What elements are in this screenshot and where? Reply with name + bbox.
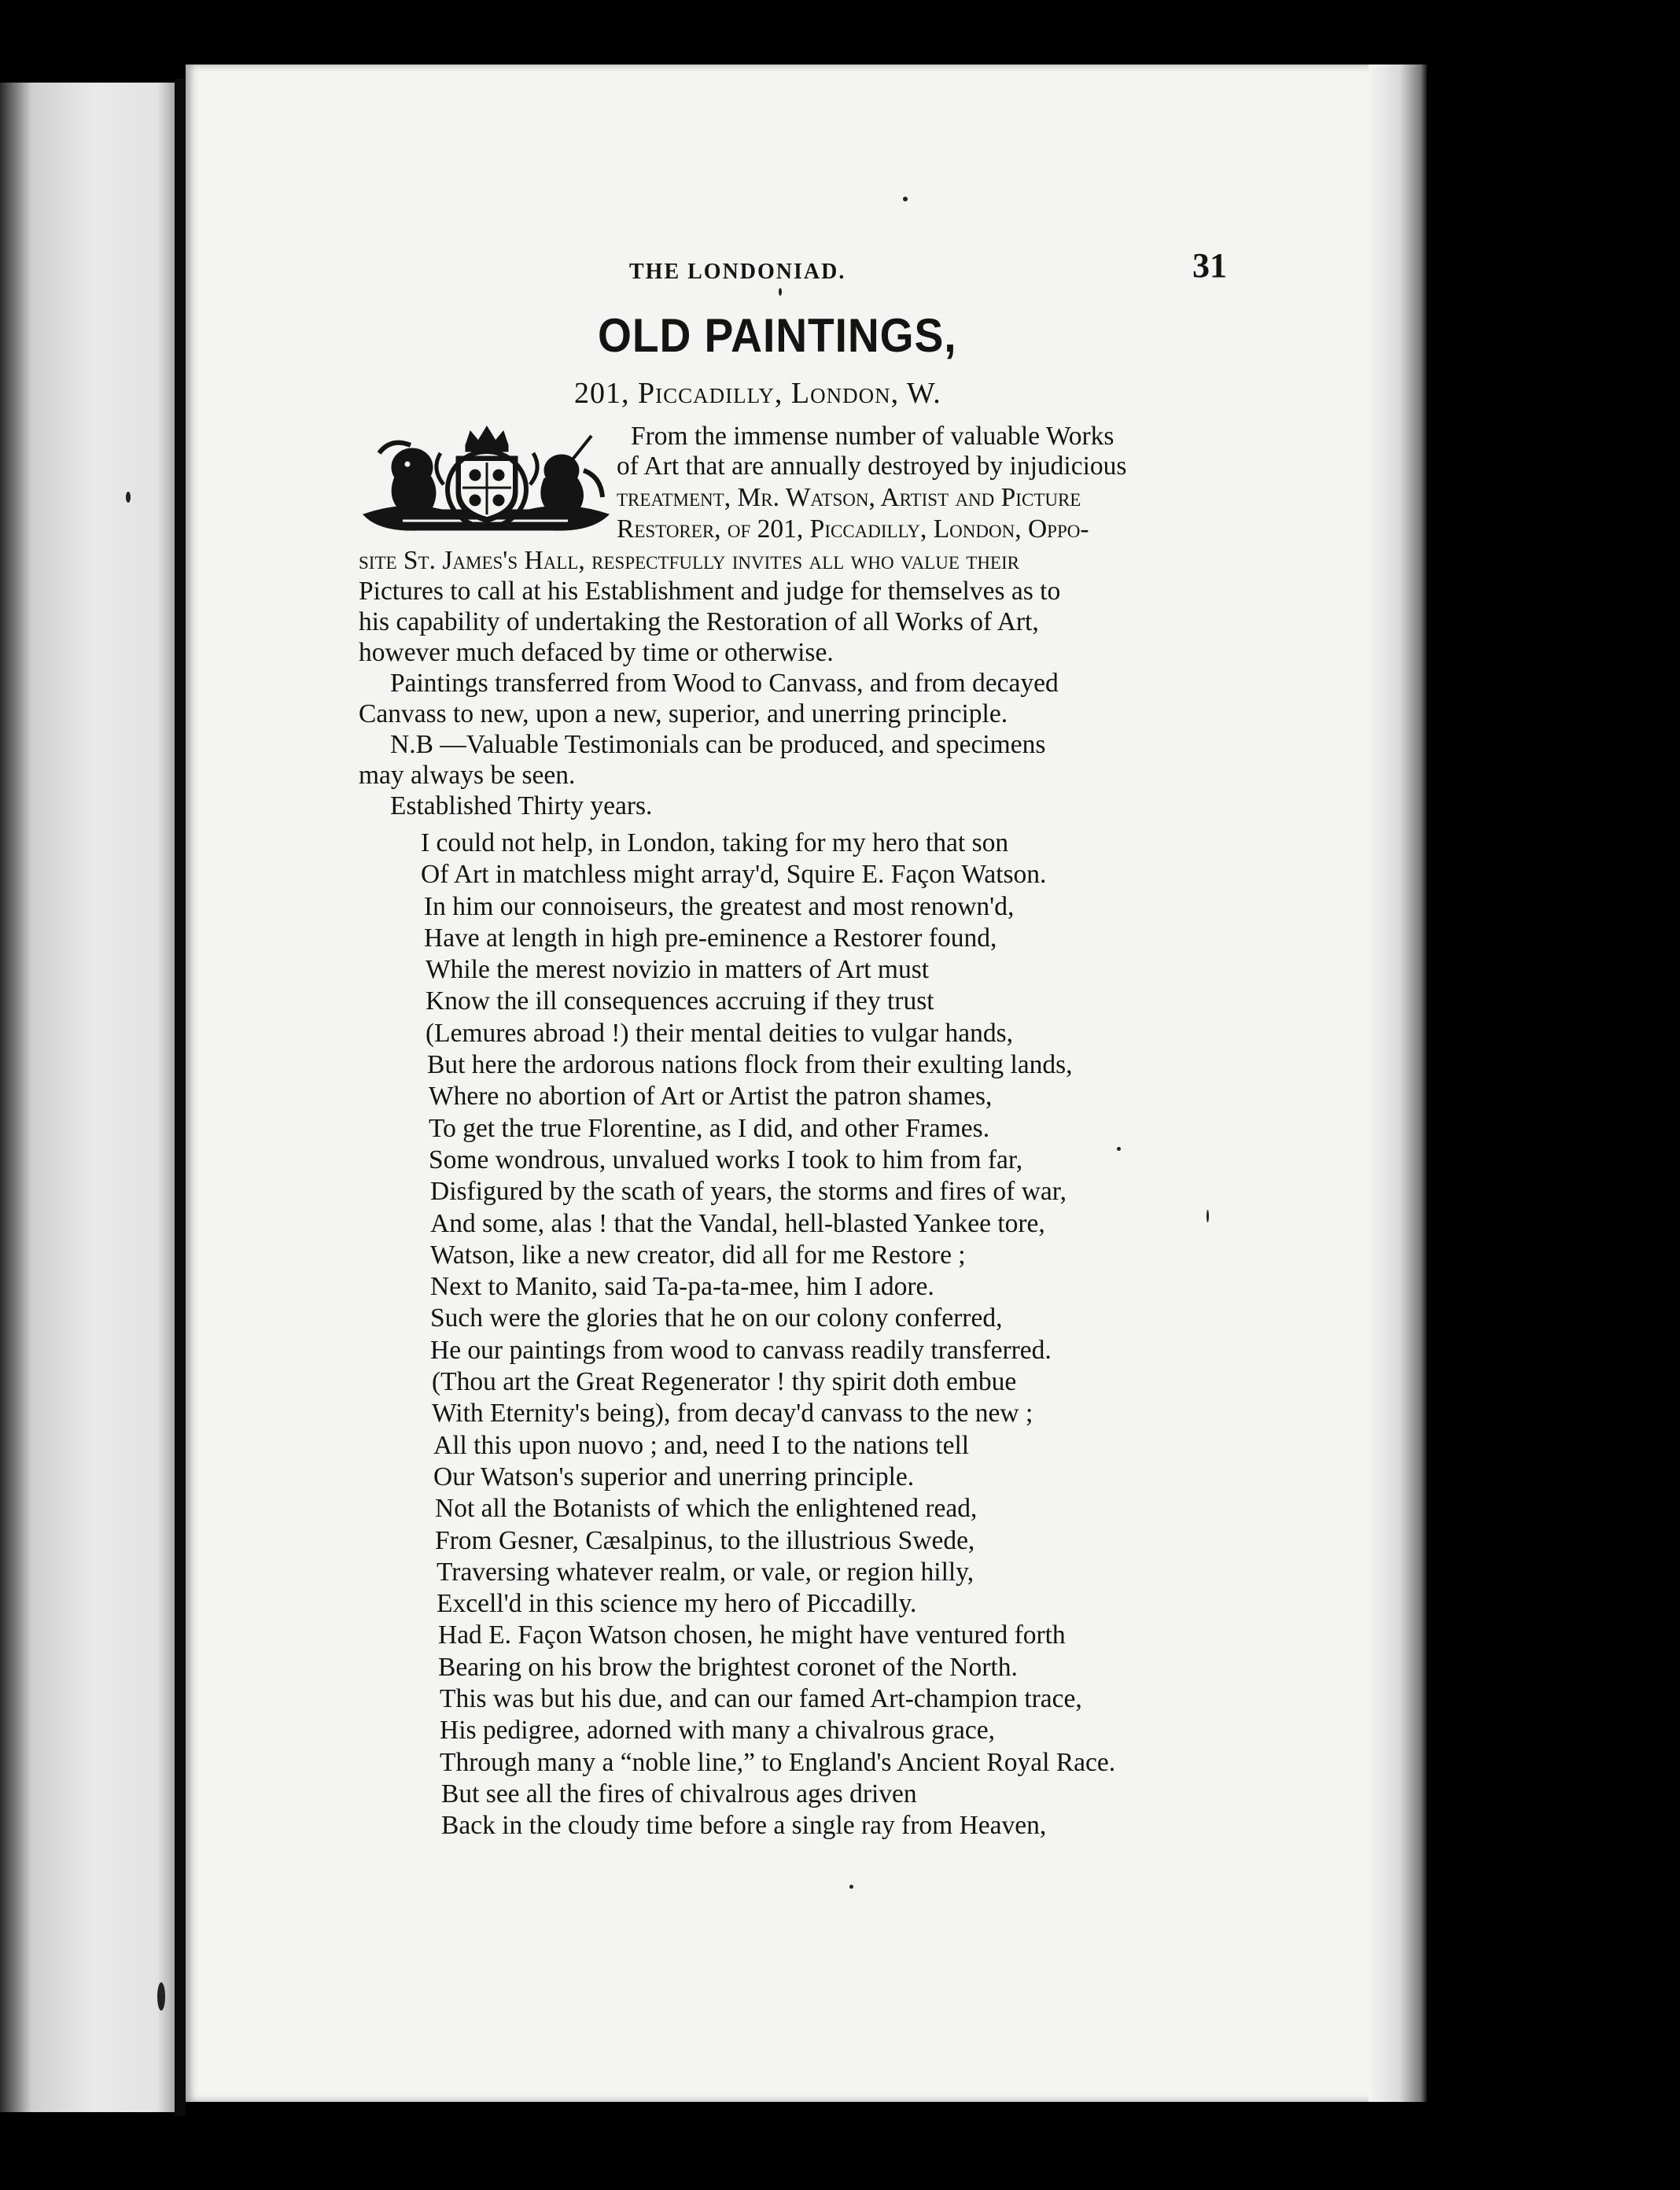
- scan-speck: [1117, 1147, 1121, 1151]
- poem-line: Had E. Façon Watson chosen, he might have ventured forth: [438, 1620, 1066, 1650]
- page-number: 31: [1192, 246, 1227, 285]
- poem-line: Traversing whatever realm, or vale, or region hilly,: [437, 1557, 974, 1587]
- poem-line: All this upon nuovo ; and, need I to the nations tell: [433, 1430, 970, 1460]
- book-gutter: [175, 79, 186, 2116]
- ad-intro-line: Restorer, of 201, Piccadilly, London, Oppo-: [617, 514, 1089, 544]
- poem-line: While the merest novizio in matters of Art must: [426, 955, 930, 985]
- poem-line: In him our connoiseurs, the greatest and most renown'd,: [424, 891, 1015, 921]
- ad-transfer-line: Canvass to new, upon a new, superior, and unerring principle.: [359, 699, 1008, 728]
- page-outer-edge: [1369, 65, 1427, 2102]
- scan-speck: [126, 492, 131, 503]
- poem-line: He our paintings from wood to canvass readily transferred.: [430, 1335, 1052, 1365]
- ad-transfer-line: Paintings transferred from Wood to Canvass, and from decayed: [390, 669, 1059, 698]
- poem-line: Excell'd in this science my hero of Piccadilly.: [437, 1589, 917, 1619]
- advertisement-address: 201, Piccadilly, London, W.: [574, 377, 941, 410]
- ad-note-line: may always be seen.: [359, 761, 576, 790]
- poem-line: With Eternity's being), from decay'd canvass to the new ;: [432, 1399, 1033, 1429]
- poem-line: Know the ill consequences accruing if they trust: [426, 986, 934, 1016]
- royal-coat-of-arms-icon: [356, 422, 615, 540]
- poem-line: I could not help, in London, taking for my hero that son: [421, 828, 1009, 857]
- poem-line: Our Watson's superior and unerring principle.: [433, 1462, 915, 1491]
- poem-line: Next to Manito, said Ta-pa-ta-mee, him I adore.: [430, 1272, 934, 1302]
- scan-speck: [903, 197, 908, 201]
- scan-speck: [779, 288, 782, 296]
- poem-line: His pedigree, adorned with many a chivalrous grace,: [440, 1716, 996, 1746]
- advertisement-title: OLD PAINTINGS,: [598, 309, 957, 362]
- poem-line: (Lemures abroad !) their mental deities to vulgar hands,: [426, 1018, 1013, 1048]
- scan-speck: [849, 1885, 853, 1889]
- ad-intro-line: From the immense number of valuable Works: [631, 422, 1114, 451]
- poem-line: Some wondrous, unvalued works I took to him from far,: [429, 1145, 1023, 1174]
- scan-speck: [1207, 1210, 1209, 1222]
- poem-line: Where no abortion of Art or Artist the patron shames,: [429, 1082, 993, 1112]
- poem-line: Back in the cloudy time before a single ray from Heaven,: [441, 1811, 1047, 1841]
- poem-line: Watson, like a new creator, did all for me Restore ;: [430, 1240, 966, 1270]
- poem-line: Bearing on his brow the brightest coronet of the North.: [438, 1652, 1018, 1682]
- ad-note-line: N.B —Valuable Testimonials can be produced, and specimens: [390, 730, 1046, 759]
- ad-intro-line: however much defaced by time or otherwise.: [359, 638, 834, 667]
- poem: [413, 828, 1317, 1842]
- poem-line: Of Art in matchless might array'd, Squire E. Façon Watson.: [421, 860, 1047, 890]
- poem-line: To get the true Florentine, as I did, and other Frames.: [429, 1113, 990, 1143]
- poem-line: But see all the fires of chivalrous ages driven: [441, 1779, 917, 1808]
- facing-page-edge: [0, 83, 179, 2112]
- ad-established: Established Thirty years.: [390, 791, 653, 820]
- scan-speck: [157, 1982, 165, 2011]
- poem-line: From Gesner, Cæsalpinus, to the illustrious Swede,: [435, 1525, 975, 1555]
- poem-line: Disfigured by the scath of years, the storms and fires of war,: [430, 1177, 1067, 1207]
- poem-line: But here the ardorous nations flock from their exulting lands,: [427, 1050, 1073, 1080]
- poem-line: Have at length in high pre-eminence a Restorer found,: [424, 923, 997, 953]
- poem-line: Such were the glories that he on our colony conferred,: [430, 1303, 1003, 1333]
- ad-intro-line: of Art that are annually destroyed by injudicious: [617, 452, 1127, 481]
- ad-intro-line: Pictures to call at his Establishment and judge for themselves as to: [359, 577, 1061, 606]
- poem-line: This was but his due, and can our famed Art-champion trace,: [440, 1684, 1082, 1714]
- running-head: THE LONDONIAD.: [629, 260, 846, 284]
- poem-line: Through many a “noble line,” to England's Ancient Royal Race.: [440, 1747, 1116, 1777]
- ad-intro-line: site St. James's Hall, respectfully invites all who value their: [359, 546, 1019, 575]
- ad-intro-line: his capability of undertaking the Restoration of all Works of Art,: [359, 607, 1039, 636]
- poem-line: And some, alas ! that the Vandal, hell-blasted Yankee tore,: [430, 1208, 1045, 1238]
- poem-line: (Thou art the Great Regenerator ! thy spirit doth embue: [432, 1367, 1017, 1397]
- poem-line: Not all the Botanists of which the enlightened read,: [435, 1494, 978, 1524]
- ad-intro-line: treatment, Mr. Watson, Artist and Picture: [617, 483, 1081, 512]
